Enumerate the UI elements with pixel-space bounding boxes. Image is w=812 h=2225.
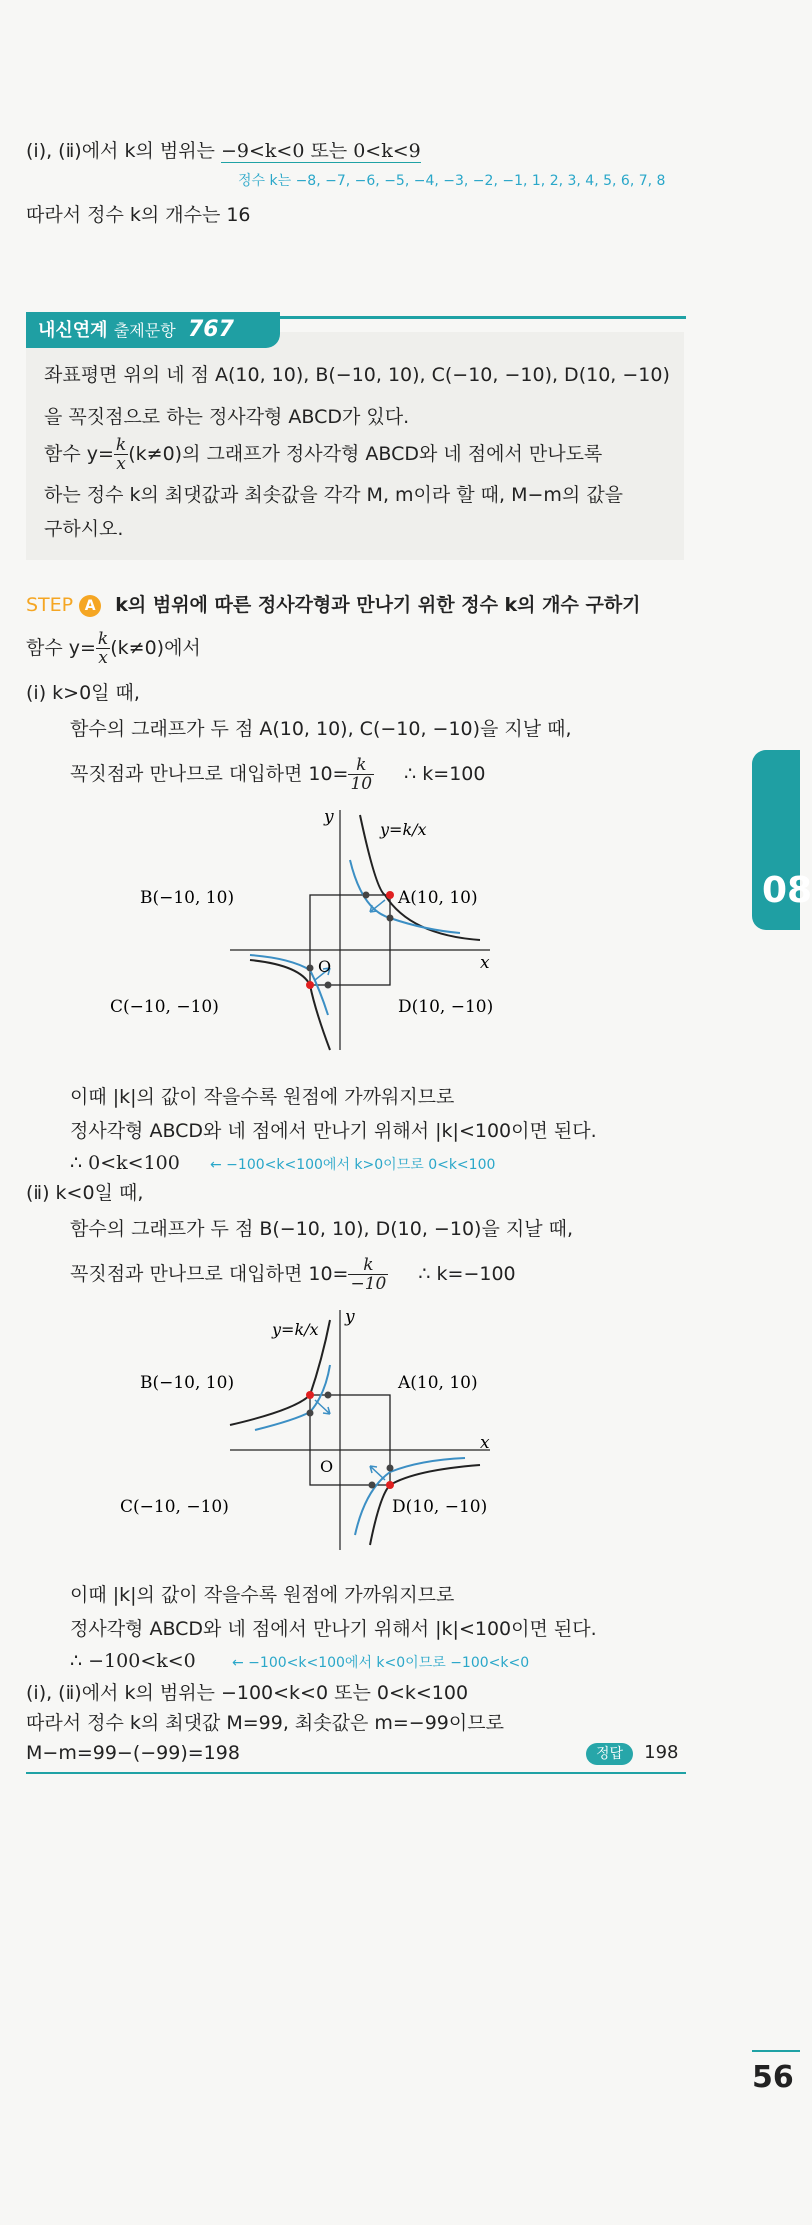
case2-line-2: 꼭짓점과 만나므로 대입하면 10= $\frac{k}{-10}$ ∴ k=−100 <box>70 1255 516 1294</box>
intersection-dot <box>387 1465 394 1472</box>
case1-line-3: 이때 |k|의 값이 작을수록 원점에 가까워지므로 <box>70 1086 455 1108</box>
problem-line-1: 좌표평면 위의 네 점 A(10, 10), B(−10, 10), C(−10, −10), D(10, −10) <box>44 364 670 386</box>
case2-line-4: 정사각형 ABCD와 네 점에서 만나기 위해서 |k|<100이면 된다. <box>70 1618 597 1640</box>
problem-line-2: 을 꼭짓점으로 하는 정사각형 ABCD가 있다. <box>44 406 410 428</box>
step-header <box>26 590 641 617</box>
label-d: D(10, −10) <box>392 1497 488 1517</box>
case1-line-2: 꼭짓점과 만나므로 대입하면 10= $\frac{k}{10}$ ∴ k=100 <box>70 755 486 794</box>
case1-note: ← −100<k<100에서 k>0이므로 0<k<100 <box>210 1157 496 1173</box>
vertex-c-dot <box>306 981 314 989</box>
label-origin: O <box>318 957 332 976</box>
problem-line-4: 하는 정수 k의 최댓값과 최솟값을 각각 M, m이라 할 때, M−m의 값을 <box>44 484 624 506</box>
curve-inner-q2 <box>255 1365 330 1430</box>
label-b: B(−10, 10) <box>140 1373 235 1393</box>
intersection-dot <box>325 982 332 989</box>
answer-value: 198 <box>644 1742 679 1763</box>
case2-line-1: 함수의 그래프가 두 점 B(−10, 10), D(10, −10)을 지날 때, <box>70 1218 573 1240</box>
conclusion-2: 따라서 정수 k의 최댓값 M=99, 최솟값은 m=−99이므로 <box>26 1712 504 1734</box>
curve-label: y=k/x <box>272 1320 319 1339</box>
case2-note: ← −100<k<100에서 k<0이므로 −100<k<0 <box>232 1655 530 1671</box>
label-y: y <box>345 1307 355 1327</box>
vertex-d-dot <box>386 1481 394 1489</box>
tab-number: 767 <box>187 317 234 342</box>
top-line-1: (ⅰ), (ⅱ)에서 k의 범위는 −9<k<0 또는 0<k<9 <box>26 140 421 162</box>
arrow-icon <box>315 1400 330 1414</box>
label-c: C(−10, −10) <box>120 1497 229 1517</box>
step-title: k의 범위에 따른 정사각형과 만나기 위한 정수 k의 개수 구하기 <box>115 594 641 616</box>
label-origin: O <box>320 1457 334 1476</box>
problem-line-5: 구하시오. <box>44 518 124 540</box>
curve-inner-q3 <box>250 955 328 1015</box>
intersection-dot <box>307 965 314 972</box>
top-note: 정수 k는 −8, −7, −6, −5, −4, −3, −2, −1, 1, 2, 3, 4, 5, 6, 7, 8 <box>238 173 666 189</box>
label-x: x <box>480 953 490 973</box>
page-number: 56 <box>752 2060 794 2095</box>
case1-head: (ⅰ) k>0일 때, <box>26 682 140 704</box>
answer-badge: 정답 <box>586 1743 633 1765</box>
case1-line-4: 정사각형 ABCD와 네 점에서 만나기 위해서 |k|<100이면 된다. <box>70 1120 597 1142</box>
problem-tab <box>26 312 280 348</box>
label-d: D(10, −10) <box>398 997 494 1017</box>
label-a: A(10, 10) <box>398 1373 478 1393</box>
label-c: C(−10, −10) <box>110 997 219 1017</box>
step-badge: A <box>79 595 101 617</box>
tab-sub: 출제문항 <box>113 321 176 340</box>
case2-line-5: ∴ −100<k<0 <box>70 1650 196 1672</box>
arrow-icon <box>370 900 385 912</box>
intersection-dot <box>307 1410 314 1417</box>
arrow-icon <box>370 1466 385 1480</box>
bottom-rule <box>26 1772 686 1774</box>
curve-label: y=k/x <box>380 820 427 839</box>
solution-intro: 함수 y= $\frac{k}{x}$ (k≠0)에서 <box>26 629 201 668</box>
chapter-number: 08 <box>762 870 812 911</box>
graph-case1 <box>110 800 540 1060</box>
graph-case2 <box>120 1300 540 1560</box>
label-x: x <box>480 1433 490 1453</box>
vertex-a-dot <box>386 891 394 899</box>
problem-line-3: 함수 y= $\frac{k}{x}$ (k≠0)의 그래프가 정사각형 ABCD와 네 점에서 만나도록 <box>44 435 603 474</box>
step-label: STEP <box>26 594 74 616</box>
intersection-dot <box>369 1482 376 1489</box>
case1-line-5: ∴ 0<k<100 <box>70 1152 180 1174</box>
conclusion-1: (ⅰ), (ⅱ)에서 k의 범위는 −100<k<0 또는 0<k<100 <box>26 1682 469 1704</box>
top-line-2: 따라서 정수 k의 개수는 16 <box>26 204 251 226</box>
case2-line-3: 이때 |k|의 값이 작을수록 원점에 가까워지므로 <box>70 1584 455 1606</box>
intersection-dot <box>363 892 370 899</box>
page-number-rule <box>752 2050 800 2052</box>
conclusion-3: M−m=99−(−99)=198 <box>26 1742 240 1764</box>
case2-head: (ⅱ) k<0일 때, <box>26 1182 144 1204</box>
case1-line-1: 함수의 그래프가 두 점 A(10, 10), C(−10, −10)을 지날 때, <box>70 718 572 740</box>
vertex-b-dot <box>306 1391 314 1399</box>
label-b: B(−10, 10) <box>140 888 235 908</box>
label-y: y <box>324 807 334 827</box>
intersection-dot <box>387 915 394 922</box>
label-a: A(10, 10) <box>398 888 478 908</box>
intersection-dot <box>325 1392 332 1399</box>
tab-label: 내신연계 <box>38 320 108 341</box>
answer <box>586 1742 679 1765</box>
